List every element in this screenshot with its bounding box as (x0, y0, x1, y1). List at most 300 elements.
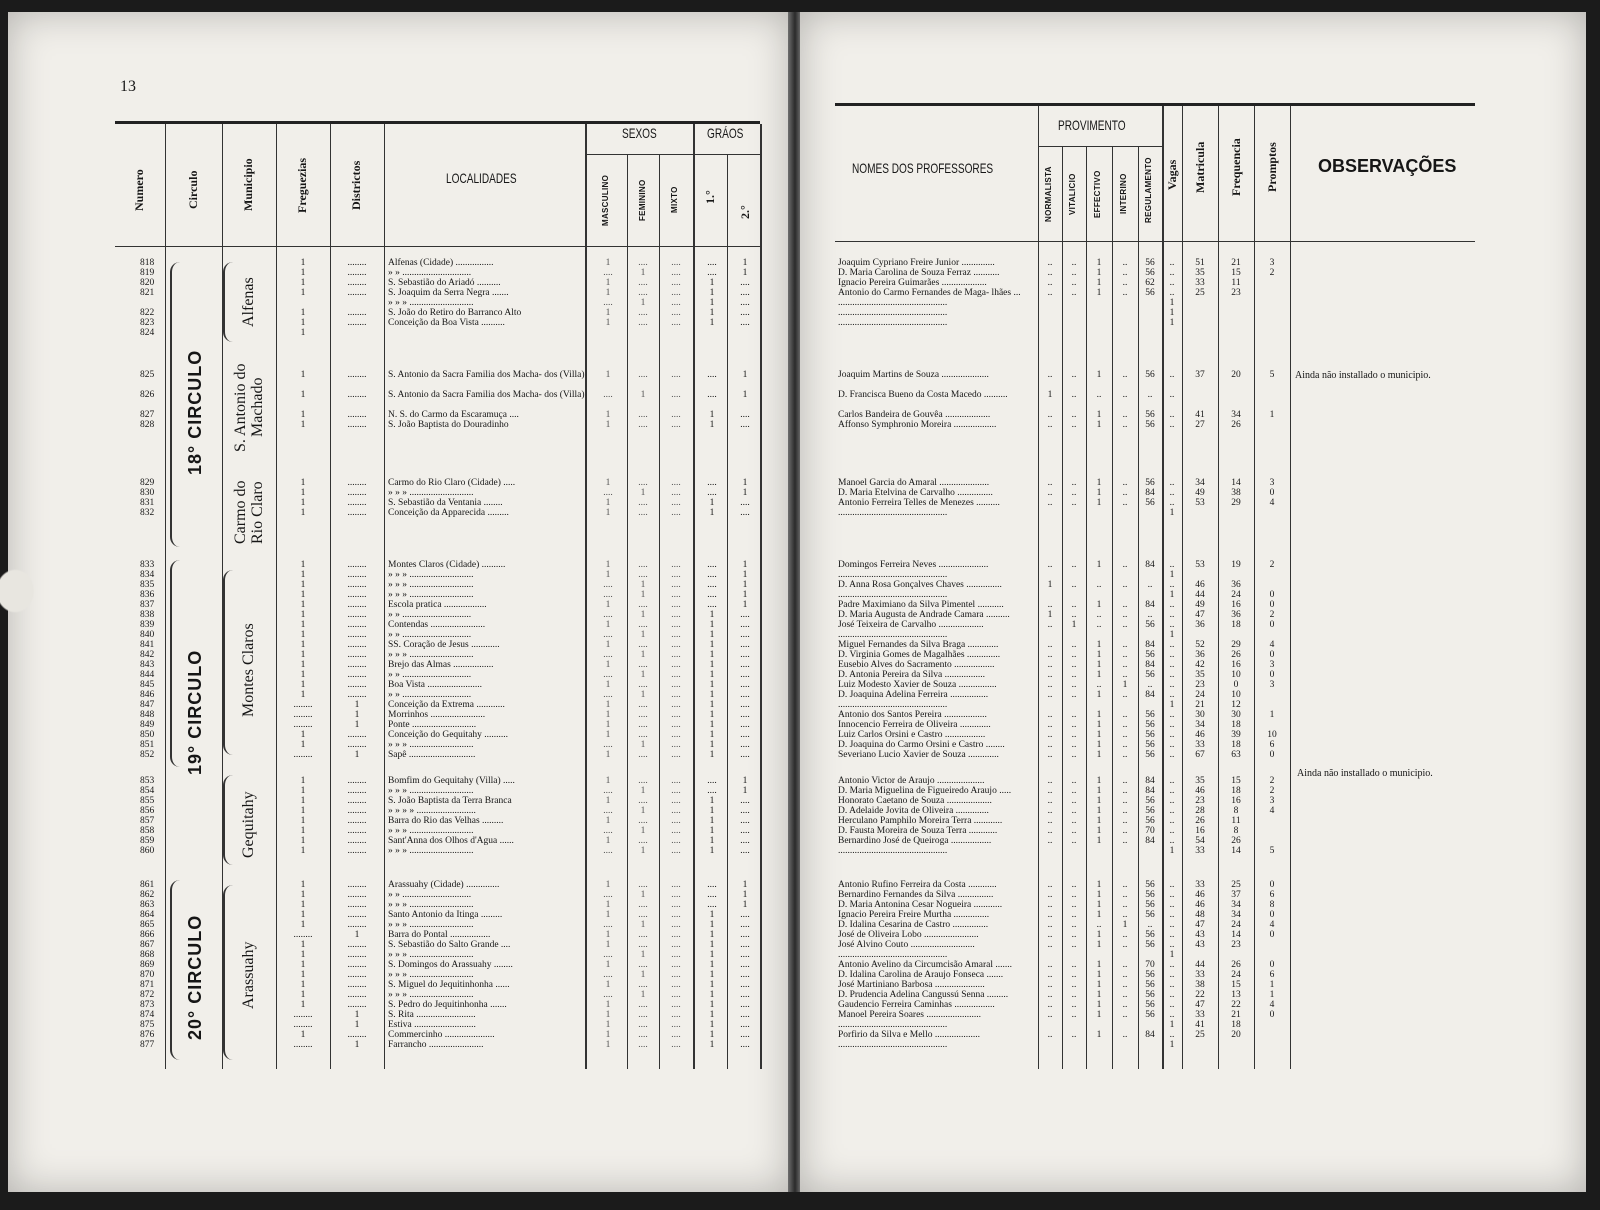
row-frequencia: 14 (1231, 846, 1241, 856)
row-promptos: 1 (1269, 710, 1275, 720)
municipio-montes-claros: Montes Claros (240, 623, 257, 717)
row-regulamento: 84 (1145, 786, 1155, 796)
row-sexo-M: .... (603, 846, 613, 856)
row-grau-2: .... (740, 816, 750, 826)
row-promptos: 5 (1269, 846, 1275, 856)
header-observacoes: OBSERVAÇÕES (1318, 156, 1457, 176)
row-prov-E: 1 (1096, 930, 1102, 940)
row-vagas: 1 (1169, 318, 1175, 328)
row-frequencia: 38 (1231, 488, 1241, 498)
row-matricula: 54 (1195, 836, 1205, 846)
row-grau-1: 1 (709, 498, 715, 508)
row-grau-2: .... (740, 318, 750, 328)
row-grau-2: .... (740, 288, 750, 298)
row-prov-E: 1 (1096, 826, 1102, 836)
row-vagas: .. (1169, 930, 1175, 940)
row-matricula: 23 (1195, 680, 1205, 690)
row-prov-E: .. (1096, 620, 1102, 630)
header-top-rule (115, 121, 760, 124)
row-frequencia: 10 (1231, 670, 1241, 680)
row-localidade: S. Sebastião do Salto Grande .... (388, 940, 511, 950)
row-frequencia: 20 (1231, 1030, 1241, 1040)
row-grau-2: .... (740, 640, 750, 650)
row-frequencia: 14 (1231, 930, 1241, 940)
row-localidade: » » ............................. (388, 268, 472, 278)
row-sexo-M: .... (603, 826, 613, 836)
row-districto: ........ (347, 890, 367, 900)
row-regulamento: 56 (1145, 478, 1155, 488)
row-regulamento: 84 (1145, 836, 1155, 846)
row-localidade: Conceição do Gequitahy .......... (388, 730, 509, 740)
row-districto: ........ (347, 590, 367, 600)
row-sexo-F: .... (638, 900, 648, 910)
row-prov-I: .. (1122, 600, 1128, 610)
row-sexo-F: .... (638, 1010, 648, 1020)
row-number: 833 (140, 560, 155, 570)
row-number: 853 (140, 776, 155, 786)
row-grau-1: .... (707, 580, 717, 590)
row-sexo-M: 1 (605, 1040, 611, 1050)
row-localidade: » » » ........................... (388, 570, 474, 580)
row-prov-E: 1 (1096, 420, 1102, 430)
row-number: 828 (140, 420, 155, 430)
row-sexo-M: .... (603, 806, 613, 816)
row-prov-I: 1 (1122, 920, 1128, 930)
row-number: 843 (140, 660, 155, 670)
row-grau-1: 1 (709, 750, 715, 760)
table-row (0, 508, 1600, 519)
row-matricula: 33 (1195, 846, 1205, 856)
row-localidade: Morrinhos ....................... (388, 710, 486, 720)
row-sexo-M: .... (603, 990, 613, 1000)
row-promptos: 2 (1269, 786, 1275, 796)
row-frequencia: 34 (1231, 910, 1241, 920)
row-regulamento: 56 (1145, 816, 1155, 826)
row-vagas: .. (1169, 796, 1175, 806)
row-sexo-X: .... (671, 806, 681, 816)
row-number: 869 (140, 960, 155, 970)
row-freguezia: ........ (293, 930, 313, 940)
row-localidade: S. João Baptista da Terra Branca (388, 796, 512, 806)
row-grau-2: .... (740, 1010, 750, 1020)
row-prov-E: .. (1096, 580, 1102, 590)
header-freguezias: Freguezias (295, 157, 309, 213)
row-districto: 1 (354, 930, 360, 940)
sexos-underline (586, 154, 693, 155)
row-grau-2: 1 (742, 570, 748, 580)
row-prov-V: .. (1071, 730, 1077, 740)
row-grau-2: .... (740, 740, 750, 750)
row-number: 867 (140, 940, 155, 950)
row-sexo-X: .... (671, 796, 681, 806)
row-professor: D. Joaquina do Carmo Orsini e Castro ........ (838, 740, 1005, 750)
circulo-18: 18° CIRCULO (185, 349, 205, 475)
row-grau-1: 1 (709, 700, 715, 710)
row-freguezia: 1 (300, 660, 306, 670)
row-grau-2: .... (740, 278, 750, 288)
row-frequencia: 26 (1231, 650, 1241, 660)
row-localidade: » » » ........................... (388, 970, 474, 980)
row-localidade: S. Rita ......................... (388, 1010, 476, 1020)
row-grau-2: .... (740, 670, 750, 680)
row-matricula: 46 (1195, 580, 1205, 590)
row-matricula: 41 (1195, 410, 1205, 420)
row-number: 850 (140, 730, 155, 740)
row-sexo-F: .... (638, 1020, 648, 1030)
row-prov-N: .. (1047, 370, 1053, 380)
row-grau-2: .... (740, 796, 750, 806)
row-prov-E: 1 (1096, 796, 1102, 806)
row-professor: D. Maria Antonina Cesar Nogueira ............ (838, 900, 1003, 910)
row-sexo-X: .... (671, 730, 681, 740)
row-sexo-M: 1 (605, 730, 611, 740)
row-localidade: S. Miguel do Jequitinhonha ...... (388, 980, 510, 990)
row-freguezia: 1 (300, 900, 306, 910)
row-frequencia: 37 (1231, 890, 1241, 900)
row-vagas: 1 (1169, 298, 1175, 308)
row-promptos: 1 (1269, 410, 1275, 420)
row-professor: Carlos Bandeira de Gouvêa ................... (838, 410, 991, 420)
row-vagas: .. (1169, 880, 1175, 890)
row-prov-E: 1 (1096, 488, 1102, 498)
right-header-top-rule (835, 103, 1475, 106)
table-row (0, 370, 1600, 381)
row-prov-V: 1 (1071, 620, 1077, 630)
row-professor: .............................................. (838, 508, 948, 518)
row-regulamento: 56 (1145, 740, 1155, 750)
row-sexo-M: 1 (605, 910, 611, 920)
row-professor: Padre Maximiano da Silva Pimentel ........... (838, 600, 1004, 610)
row-localidade: » » » ........................... (388, 650, 474, 660)
row-grau-2: 1 (742, 590, 748, 600)
row-freguezia: 1 (300, 600, 306, 610)
row-number: 849 (140, 720, 155, 730)
circulo-20: 20° CIRCULO (185, 914, 205, 1040)
row-promptos: 3 (1269, 660, 1275, 670)
row-frequencia: 19 (1231, 560, 1241, 570)
row-sexo-M: .... (603, 740, 613, 750)
row-matricula: 42 (1195, 660, 1205, 670)
row-sexo-X: .... (671, 1010, 681, 1020)
row-prov-V: .. (1071, 1000, 1077, 1010)
row-prov-I: .. (1122, 900, 1128, 910)
row-freguezia: 1 (300, 730, 306, 740)
row-vagas: 1 (1169, 950, 1175, 960)
row-regulamento: .. (1147, 580, 1153, 590)
row-regulamento: 56 (1145, 370, 1155, 380)
row-sexo-M: 1 (605, 318, 611, 328)
row-professor: D. Virginia Gomes de Magalhães .............. (838, 650, 1001, 660)
row-professor: D. Idalina Carolina de Araujo Fonseca ....... (838, 970, 1004, 980)
row-grau-2: 1 (742, 258, 748, 268)
row-professor: D. Maria Augusta de Andrade Camara .......... (838, 610, 1010, 620)
municipio-carmo-do-rio-claro: Carmo do Rio Claro (232, 480, 266, 545)
row-promptos: 0 (1269, 880, 1275, 890)
row-localidade: » » ............................. (388, 670, 472, 680)
row-freguezia: ........ (293, 750, 313, 760)
row-prov-I: .. (1122, 816, 1128, 826)
row-regulamento: 56 (1145, 258, 1155, 268)
row-number: 865 (140, 920, 155, 930)
row-prov-E: 1 (1096, 816, 1102, 826)
row-frequencia: 11 (1231, 816, 1241, 826)
row-vagas: .. (1169, 660, 1175, 670)
row-localidade: Carmo do Rio Claro (Cidade) ..... (388, 478, 516, 488)
row-sexo-F: .... (638, 308, 648, 318)
row-freguezia: 1 (300, 740, 306, 750)
row-regulamento: 56 (1145, 1000, 1155, 1010)
row-vagas: .. (1169, 370, 1175, 380)
row-number: 859 (140, 836, 155, 846)
row-grau-1: 1 (709, 910, 715, 920)
row-frequencia: 34 (1231, 410, 1241, 420)
row-sexo-M: .... (603, 610, 613, 620)
row-sexo-F: .... (638, 930, 648, 940)
row-prov-V: .. (1071, 488, 1077, 498)
row-matricula: 53 (1195, 560, 1205, 570)
row-prov-N: .. (1047, 620, 1053, 630)
row-freguezia: 1 (300, 610, 306, 620)
row-sexo-X: .... (671, 298, 681, 308)
row-prov-N: .. (1047, 278, 1053, 288)
row-freguezia: 1 (300, 498, 306, 508)
row-grau-2: .... (740, 970, 750, 980)
row-number: 844 (140, 670, 155, 680)
row-number: 838 (140, 610, 155, 620)
row-prov-E: .. (1096, 680, 1102, 690)
row-prov-N: .. (1047, 1030, 1053, 1040)
row-prov-V: .. (1071, 740, 1077, 750)
row-districto: ........ (347, 990, 367, 1000)
row-sexo-F: .... (638, 498, 648, 508)
row-grau-1: .... (707, 600, 717, 610)
observacao: Ainda não installado o municipio. (1297, 768, 1433, 779)
row-professor: Affonso Symphronio Moreira .................. (838, 420, 997, 430)
row-districto: ........ (347, 560, 367, 570)
row-prov-E: .. (1096, 610, 1102, 620)
row-localidade: S. Joaquim da Serra Negra ....... (388, 288, 509, 298)
row-prov-N: 1 (1047, 580, 1053, 590)
graos-underline (694, 154, 760, 155)
row-number: 839 (140, 620, 155, 630)
row-prov-V: .. (1071, 390, 1077, 400)
row-number: 830 (140, 488, 155, 498)
row-prov-V: .. (1071, 836, 1077, 846)
row-vagas: .. (1169, 710, 1175, 720)
row-prov-N: .. (1047, 288, 1053, 298)
row-promptos: 8 (1269, 900, 1275, 910)
row-sexo-M: 1 (605, 308, 611, 318)
row-localidade: » » ............................. (388, 890, 472, 900)
row-grau-1: 1 (709, 730, 715, 740)
row-sexo-F: 1 (640, 580, 646, 590)
row-freguezia: 1 (300, 826, 306, 836)
row-sexo-X: .... (671, 660, 681, 670)
row-matricula: 36 (1195, 650, 1205, 660)
row-sexo-M: 1 (605, 498, 611, 508)
row-sexo-X: .... (671, 980, 681, 990)
row-matricula: 34 (1195, 720, 1205, 730)
table-row (0, 750, 1600, 761)
row-number: 822 (140, 308, 155, 318)
row-grau-1: 1 (709, 1000, 715, 1010)
row-sexo-X: .... (671, 890, 681, 900)
header-bottom-rule (115, 246, 760, 247)
row-number: 842 (140, 650, 155, 660)
row-sexo-F: .... (638, 960, 648, 970)
row-districto: ........ (347, 498, 367, 508)
row-prov-E: 1 (1096, 730, 1102, 740)
row-grau-2: .... (740, 750, 750, 760)
row-professor: Eusebio Alves do Sacramento ................. (838, 660, 995, 670)
row-matricula: 22 (1195, 990, 1205, 1000)
row-sexo-F: 1 (640, 846, 646, 856)
row-professor: D. Maria Etelvina de Carvalho ............... (838, 488, 993, 498)
row-professor: .............................................. (838, 308, 948, 318)
row-prov-I: .. (1122, 560, 1128, 570)
row-districto: ........ (347, 278, 367, 288)
row-grau-2: 1 (742, 370, 748, 380)
row-professor: Joaquim Cypriano Freire Junior .............. (838, 258, 995, 268)
row-vagas: 1 (1169, 308, 1175, 318)
row-prov-E: 1 (1096, 288, 1102, 298)
row-prov-E: 1 (1096, 910, 1102, 920)
row-number: 835 (140, 580, 155, 590)
row-localidade: S. Antonio da Sacra Familia dos Macha- dos (Villa) (388, 370, 585, 380)
row-prov-N: 1 (1047, 610, 1053, 620)
row-professor: D. Maria Miguelina de Figueiredo Araujo ..... (838, 786, 1012, 796)
row-grau-1: 1 (709, 660, 715, 670)
row-matricula: 52 (1195, 640, 1205, 650)
row-sexo-F: .... (638, 258, 648, 268)
row-grau-2: 1 (742, 488, 748, 498)
row-sexo-F: .... (638, 700, 648, 710)
row-localidade: » » » ........................... (388, 786, 474, 796)
row-sexo-F: .... (638, 710, 648, 720)
circulo-19: 19° CIRCULO (185, 649, 205, 775)
row-matricula: 49 (1195, 600, 1205, 610)
row-number: 868 (140, 950, 155, 960)
row-regulamento: 56 (1145, 710, 1155, 720)
row-sexo-M: 1 (605, 930, 611, 940)
row-sexo-M: 1 (605, 1020, 611, 1030)
row-prov-I: .. (1122, 620, 1128, 630)
row-professor: D. Prudencia Adelina Cangussú Senna ......... (838, 990, 1009, 1000)
row-matricula: 47 (1195, 610, 1205, 620)
row-prov-V: .. (1071, 900, 1077, 910)
row-vagas: .. (1169, 990, 1175, 1000)
row-sexo-X: .... (671, 390, 681, 400)
row-freguezia: 1 (300, 278, 306, 288)
row-freguezia: 1 (300, 796, 306, 806)
row-freguezia: 1 (300, 508, 306, 518)
row-prov-I: .. (1122, 268, 1128, 278)
row-districto: ........ (347, 690, 367, 700)
row-prov-V: .. (1071, 370, 1077, 380)
row-professor: D. Idalina Cesarina de Castro ............... (838, 920, 989, 930)
row-professor: Porfirio da Silva e Mello ................... (838, 1030, 980, 1040)
row-grau-2: 1 (742, 268, 748, 278)
row-promptos: 4 (1269, 498, 1275, 508)
row-number: 871 (140, 980, 155, 990)
row-prov-V: .. (1071, 268, 1077, 278)
row-vagas: .. (1169, 890, 1175, 900)
row-sexo-F: .... (638, 640, 648, 650)
row-sexo-X: .... (671, 1030, 681, 1040)
row-sexo-X: .... (671, 900, 681, 910)
row-professor: Ignacio Pereira Freire Murtha ............... (838, 910, 990, 920)
row-freguezia: 1 (300, 370, 306, 380)
row-prov-N: .. (1047, 1000, 1053, 1010)
row-prov-V: .. (1071, 610, 1077, 620)
row-sexo-M: .... (603, 890, 613, 900)
row-districto: ........ (347, 910, 367, 920)
header-mixto: MIXTO (670, 186, 679, 214)
row-regulamento: 70 (1145, 960, 1155, 970)
row-grau-1: 1 (709, 950, 715, 960)
row-localidade: SS. Coração de Jesus ............ (388, 640, 500, 650)
row-sexo-F: .... (638, 620, 648, 630)
row-regulamento: 56 (1145, 970, 1155, 980)
row-prov-I: .. (1122, 640, 1128, 650)
row-prov-E: 1 (1096, 710, 1102, 720)
row-matricula: 35 (1195, 268, 1205, 278)
row-localidade: S. Domingos do Arassuahy ........ (388, 960, 513, 970)
row-number: 854 (140, 786, 155, 796)
row-prov-E: 1 (1096, 806, 1102, 816)
header-vagas: Vagas (1165, 159, 1179, 191)
row-sexo-F: .... (638, 980, 648, 990)
row-matricula: 27 (1195, 420, 1205, 430)
row-frequencia: 16 (1231, 660, 1241, 670)
row-prov-E: 1 (1096, 960, 1102, 970)
row-sexo-X: .... (671, 258, 681, 268)
row-localidade: » » » ........................... (388, 590, 474, 600)
header-effectivo: EFFECTIVO (1093, 170, 1102, 218)
row-promptos: 2 (1269, 560, 1275, 570)
row-professor: D. Adelaide Jovita de Oliveira .............. (838, 806, 989, 816)
row-professor: D. Fausta Moreira de Souza Terra ............ (838, 826, 998, 836)
row-prov-V: .. (1071, 600, 1077, 610)
row-districto: ........ (347, 390, 367, 400)
row-sexo-X: .... (671, 600, 681, 610)
row-professor: Manoel Pereira Soares ....................... (838, 1010, 981, 1020)
row-districto: ........ (347, 970, 367, 980)
row-grau-1: 1 (709, 690, 715, 700)
row-sexo-X: .... (671, 700, 681, 710)
row-professor: .............................................. (838, 1020, 948, 1030)
row-frequencia: 16 (1231, 600, 1241, 610)
row-professor: Joaquim Martins de Souza .................... (838, 370, 989, 380)
row-promptos: 3 (1269, 258, 1275, 268)
row-districto: ........ (347, 610, 367, 620)
row-prov-N: .. (1047, 1010, 1053, 1020)
row-freguezia: 1 (300, 1000, 306, 1010)
row-promptos: 0 (1269, 600, 1275, 610)
row-grau-2: .... (740, 1020, 750, 1030)
row-sexo-M: 1 (605, 660, 611, 670)
row-frequencia: 15 (1231, 268, 1241, 278)
row-prov-V: .. (1071, 560, 1077, 570)
row-professor: José Teixeira de Carvalho ................... (838, 620, 984, 630)
row-sexo-F: 1 (640, 806, 646, 816)
row-vagas: .. (1169, 816, 1175, 826)
row-freguezia: 1 (300, 970, 306, 980)
row-promptos: 0 (1269, 488, 1275, 498)
header-circulo: Circulo (186, 170, 200, 210)
table-row (0, 328, 1600, 339)
row-prov-N: .. (1047, 826, 1053, 836)
